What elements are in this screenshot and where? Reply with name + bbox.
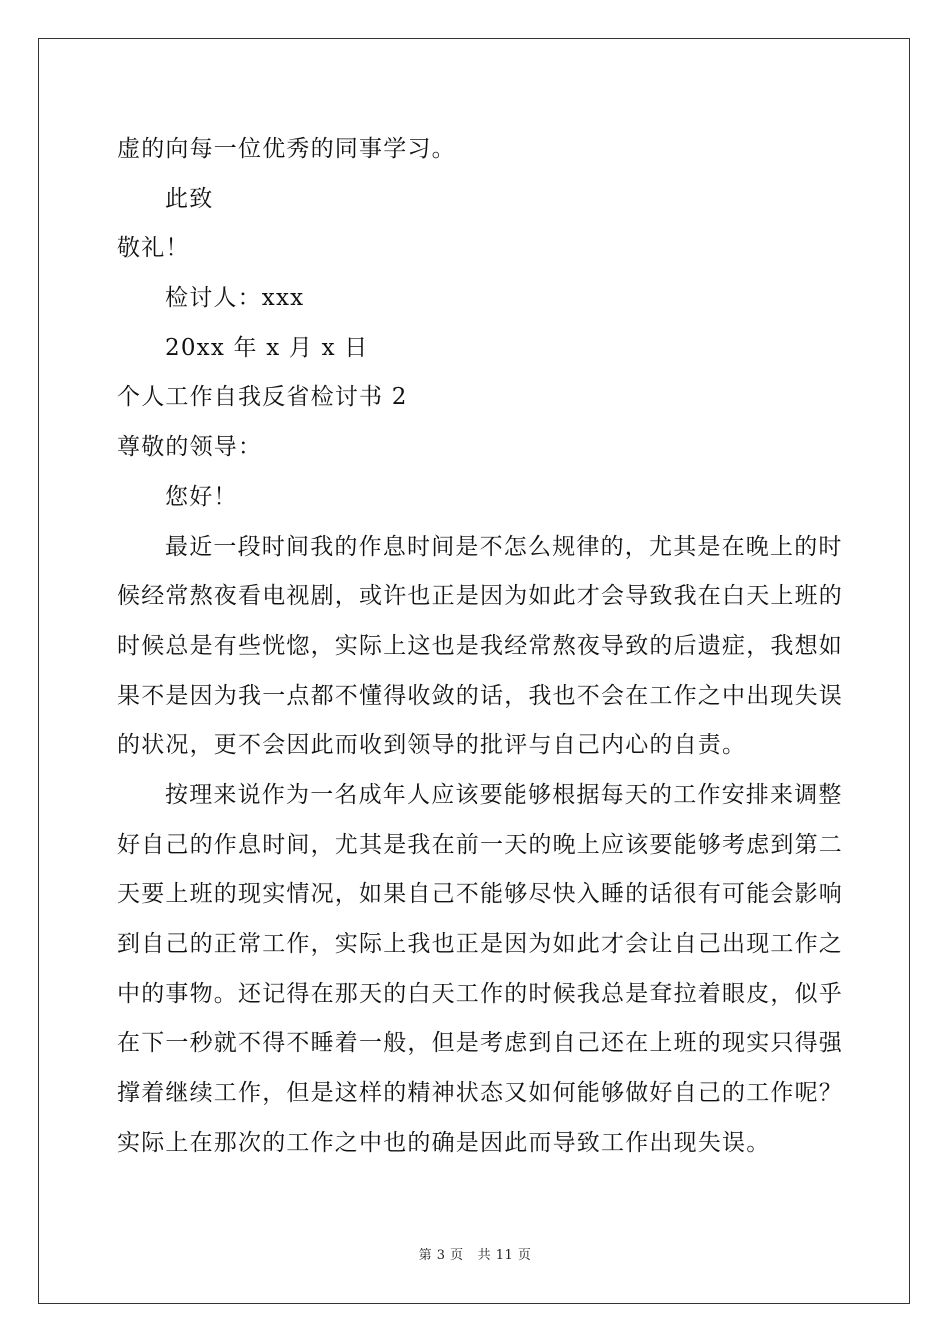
section-title: 个人工作自我反省检讨书 2 xyxy=(117,384,408,411)
paragraph-line: 中的事物。还记得在那天的白天工作的时候我总是耷拉着眼皮，似乎 xyxy=(117,980,843,1007)
paragraph-line: 实际上在那次的工作之中也的确是因此而导致工作出现失误。 xyxy=(117,1129,771,1156)
greeting: 您好！ xyxy=(165,483,238,510)
paragraph-line: 最近一段时间我的作息时间是不怎么规律的，尤其是在晚上的时 xyxy=(165,533,843,560)
paragraph-line: 的状况，更不会因此而收到领导的批评与自己内心的自责。 xyxy=(117,732,747,759)
date-line: 20xx 年 x 月 x 日 xyxy=(165,334,369,361)
salutation: 尊敬的领导： xyxy=(117,434,263,461)
paragraph-line: 候经常熬夜看电视剧，或许也正是因为如此才会导致我在白天上班的 xyxy=(117,583,843,610)
document-body xyxy=(117,125,843,1168)
page-number: 第 3 页 xyxy=(418,1248,464,1263)
paragraph-line: 好自己的作息时间，尤其是我在前一天的晚上应该要能够考虑到第二 xyxy=(117,831,843,858)
page-footer xyxy=(0,1244,950,1263)
paragraph-line: 时候总是有些恍惚，实际上这也是我经常熬夜导致的后遗症，我想如 xyxy=(117,632,843,659)
paragraph-line: 果不是因为我一点都不懂得收敛的话，我也不会在工作之中出现失误 xyxy=(117,682,843,709)
text-line: 此致 xyxy=(165,185,214,212)
paragraph-line: 撑着继续工作，但是这样的精神状态又如何能够做好自己的工作呢？ xyxy=(117,1080,843,1107)
page-total: 共 11 页 xyxy=(477,1248,532,1263)
paragraph-line: 天要上班的现实情况，如果自己不能够尽快入睡的话很有可能会影响 xyxy=(117,881,843,908)
paragraph-line: 在下一秒就不得不睡着一般，但是考虑到自己还在上班的现实只得强 xyxy=(117,1030,843,1057)
text-line: 虚的向每一位优秀的同事学习。 xyxy=(117,136,456,162)
paragraph-line: 到自己的正常工作，实际上我也正是因为如此才会让自己出现工作之 xyxy=(117,931,843,957)
paragraph-line: 按理来说作为一名成年人应该要能够根据每天的工作安排来调整 xyxy=(165,781,843,808)
text-line: 敬礼！ xyxy=(117,235,190,262)
signature-line: 检讨人：xxx xyxy=(165,285,305,312)
